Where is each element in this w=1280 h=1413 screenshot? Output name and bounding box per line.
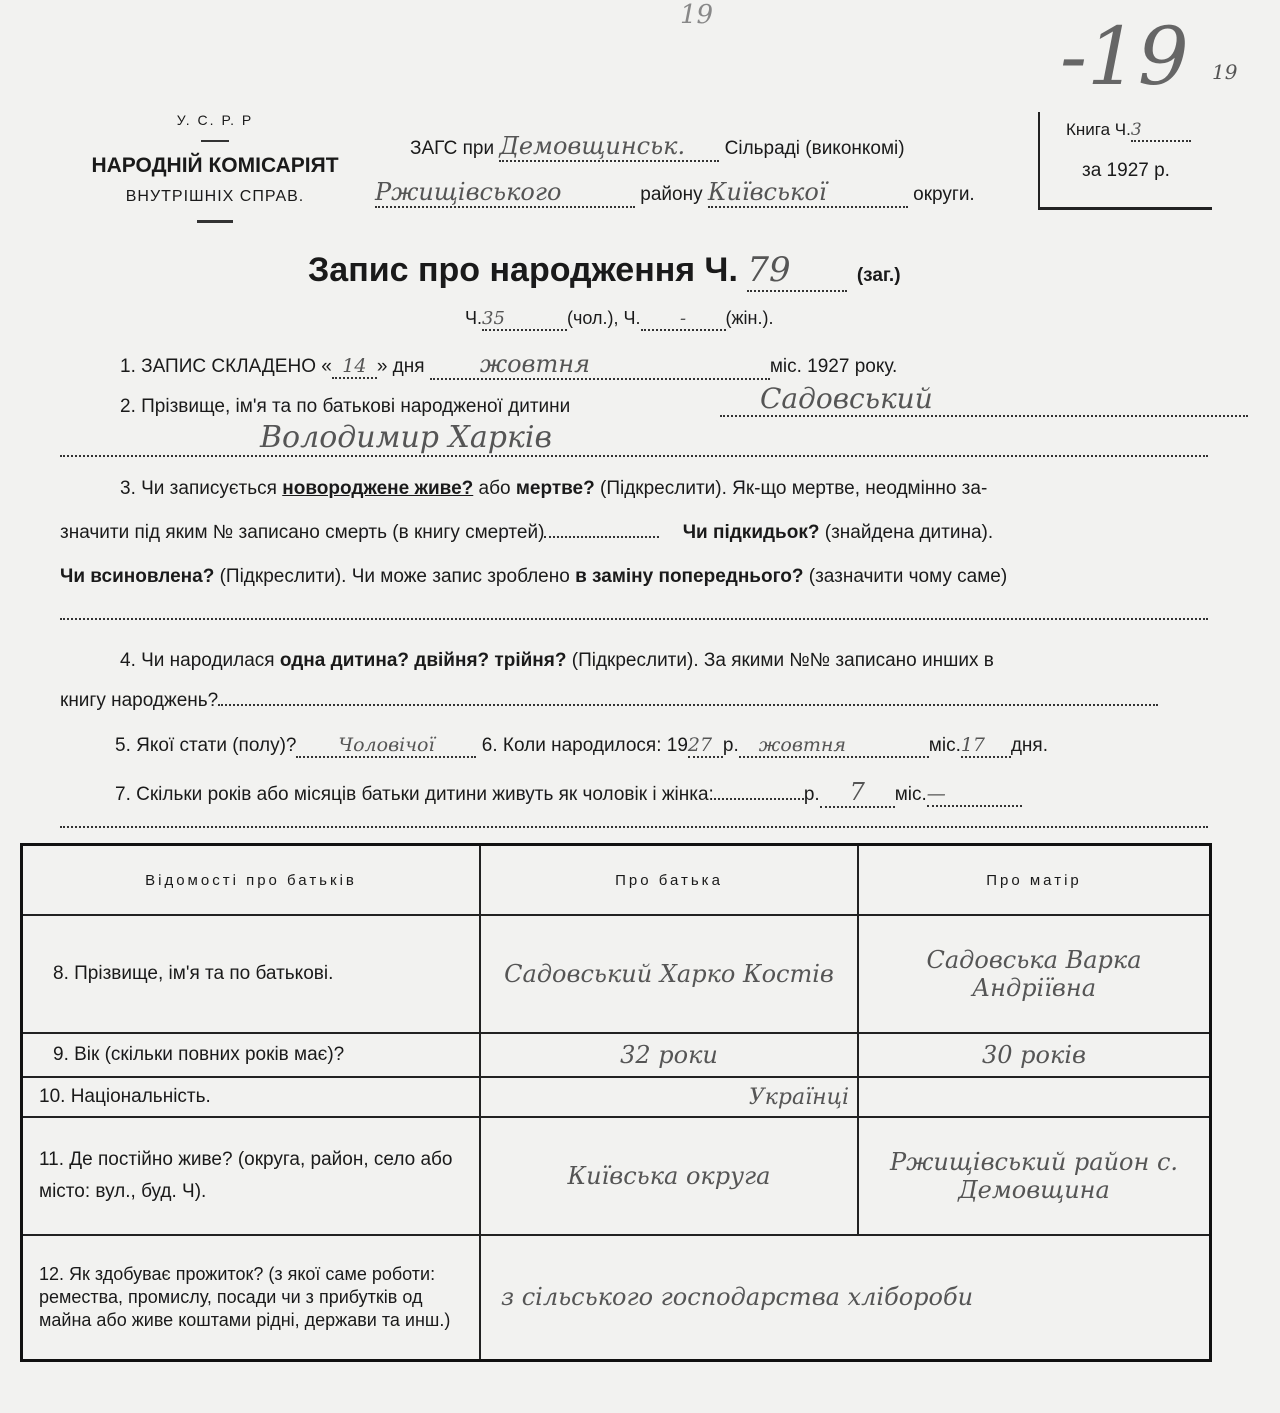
label: книгу народжень? [60, 690, 219, 711]
father-name: Садовський Харко Костів [480, 915, 858, 1033]
father-occupation: з сільського господарства хлібороби [480, 1235, 1211, 1360]
father-age: 32 роки [480, 1033, 858, 1077]
item-4-line2 [60, 690, 1158, 712]
label: міс. 1927 року. [769, 356, 898, 377]
mother-name: Садовська Варка Андріївна [858, 915, 1211, 1033]
mother-nationality [858, 1077, 1211, 1117]
corner-small-number: 19 [1212, 60, 1238, 84]
label: міс. [928, 735, 961, 756]
label: р. [803, 784, 820, 805]
row-label: 9. Вік (скільки повних років має)? [22, 1033, 481, 1077]
option-dead: мертве? [515, 478, 595, 499]
state-name: У. С. Р. Р [176, 112, 254, 128]
item-7 [115, 778, 1022, 808]
birth-count-options: одна дитина? двійня? трійня? [279, 650, 567, 671]
table-row [22, 915, 1211, 1033]
label: 1. ЗАПИС СКЛАДЕНО « [120, 356, 332, 377]
row-label: 10. Національність. [22, 1077, 481, 1117]
married-months-field: 7 [820, 778, 895, 808]
item-2 [120, 396, 570, 418]
label: р. [722, 735, 739, 756]
label: 5. Якої стати (полу)? [115, 735, 297, 756]
married-years-field [714, 798, 804, 800]
record-title [308, 250, 901, 292]
birth-month-field: жовтня [739, 734, 929, 758]
margin-number: 19 [680, 0, 714, 30]
blank-line [60, 826, 1208, 828]
label: ЗАГС при [410, 138, 495, 159]
death-record-field [544, 535, 659, 538]
label: (Підкреслити). За якими №№ записано инших в [571, 650, 994, 671]
corner-record-number: -19 [1060, 10, 1189, 103]
header-left [75, 112, 355, 237]
label: (заг.) [856, 265, 901, 286]
option-replacement: в заміну попереднього? [575, 566, 804, 587]
label: значити під яким № записано смерть (в книгу смертей) [60, 522, 545, 543]
other-births-field [218, 703, 1158, 706]
header-mother: Про матір [858, 845, 1211, 916]
parents-table [20, 843, 1212, 1362]
option-alive: новороджене живе? [282, 478, 474, 499]
title-text: Запис про народження Ч. [308, 251, 738, 289]
mother-age: 30 років [858, 1033, 1211, 1077]
label: (зазначити чому саме) [808, 566, 1008, 587]
row-label: 11. Де постійно живе? (округа, район, село або місто: вул., буд. Ч). [22, 1117, 481, 1235]
record-day-field: 14 [332, 355, 377, 379]
table-row [22, 1235, 1211, 1360]
label: 2. Прізвище, ім'я та по батькові народженої дитини [120, 396, 571, 417]
mother-residence: Ржищівський район с. Демовщина [858, 1117, 1211, 1235]
option-foundling: Чи підкидьок? [682, 522, 820, 543]
label: (Підкреслити). Як-що мертве, неодмінно за- [600, 478, 988, 499]
birth-year-field: 27 [688, 734, 723, 758]
table-row [22, 1117, 1211, 1235]
record-number-field: 79 [747, 250, 847, 292]
book-year: за 1927 р. [1082, 160, 1170, 181]
table-row [22, 1033, 1211, 1077]
label: 6. Коли народилося: 19 [481, 735, 688, 756]
commissariat-name: НАРОДНІЙ КОМІСАРІЯТ [91, 154, 339, 177]
father-nationality: Українці [480, 1077, 858, 1117]
label: Ч. [465, 308, 482, 328]
child-surname-field: Садовський [720, 382, 1248, 417]
label: 3. Чи записується [120, 478, 277, 499]
label: або [478, 478, 511, 499]
item-5-6 [115, 734, 1048, 758]
district-field: Ржищівського [375, 178, 635, 208]
sex-field: Чоловічої [296, 734, 476, 758]
item-3-line1 [120, 478, 987, 500]
replacement-reason-field [60, 618, 1208, 620]
district-line [375, 178, 975, 208]
okruha-field: Київської [708, 178, 908, 208]
label: округи. [913, 184, 975, 205]
item-3-line2 [60, 522, 993, 544]
book-field: 3 [1131, 120, 1191, 142]
label: Сільраді (виконкомі) [724, 138, 905, 159]
birth-day-field: 17 [961, 734, 1011, 758]
label: дня. [1010, 735, 1048, 756]
book-box [1038, 112, 1212, 210]
department-name: ВНУТРІШНІХ СПРАВ. [125, 188, 305, 205]
label: Книга Ч. [1066, 120, 1131, 139]
label: (Підкреслити). Чи може запис зроблено [219, 566, 570, 587]
item-1 [120, 350, 897, 380]
gender-count-line [465, 308, 773, 331]
item-3-line3 [60, 566, 1007, 588]
label: (чол.), Ч. [567, 308, 641, 328]
table-row [22, 1077, 1211, 1117]
female-count-field: - [641, 308, 726, 331]
header-info: Відомості про батьків [22, 845, 481, 916]
item-4-line1 [120, 650, 994, 672]
label: (знайдена дитина). [824, 522, 994, 543]
label: (жін.). [725, 308, 774, 328]
record-month-field: жовтня [430, 350, 770, 380]
row-label: 12. Як здобуває прожиток? (з якої саме роботи: ремества, промислу, посади чи з прибутків од майна або живе коштами рідні, держави та инш.) [22, 1235, 481, 1360]
label: 4. Чи народилася [120, 650, 275, 671]
label: району [640, 184, 703, 205]
zags-line [410, 132, 905, 162]
table-header [22, 845, 1211, 916]
row-label: 8. Прізвище, ім'я та по батькові. [22, 915, 481, 1033]
zags-field: Демовщинськ. [499, 132, 719, 162]
option-adopted: Чи всиновлена? [60, 566, 215, 587]
label: міс. [894, 784, 927, 805]
father-residence: Київська округа [480, 1117, 858, 1235]
male-count-field: 35 [482, 308, 567, 331]
extra-field: — [927, 783, 1022, 807]
header-father: Про батька [480, 845, 858, 916]
label: 7. Скільки років або місяців батьки дитини живуть як чоловік і жінка: [115, 784, 714, 805]
label: » дня [376, 356, 425, 377]
child-name-field: Володимир Харків [60, 420, 1208, 457]
